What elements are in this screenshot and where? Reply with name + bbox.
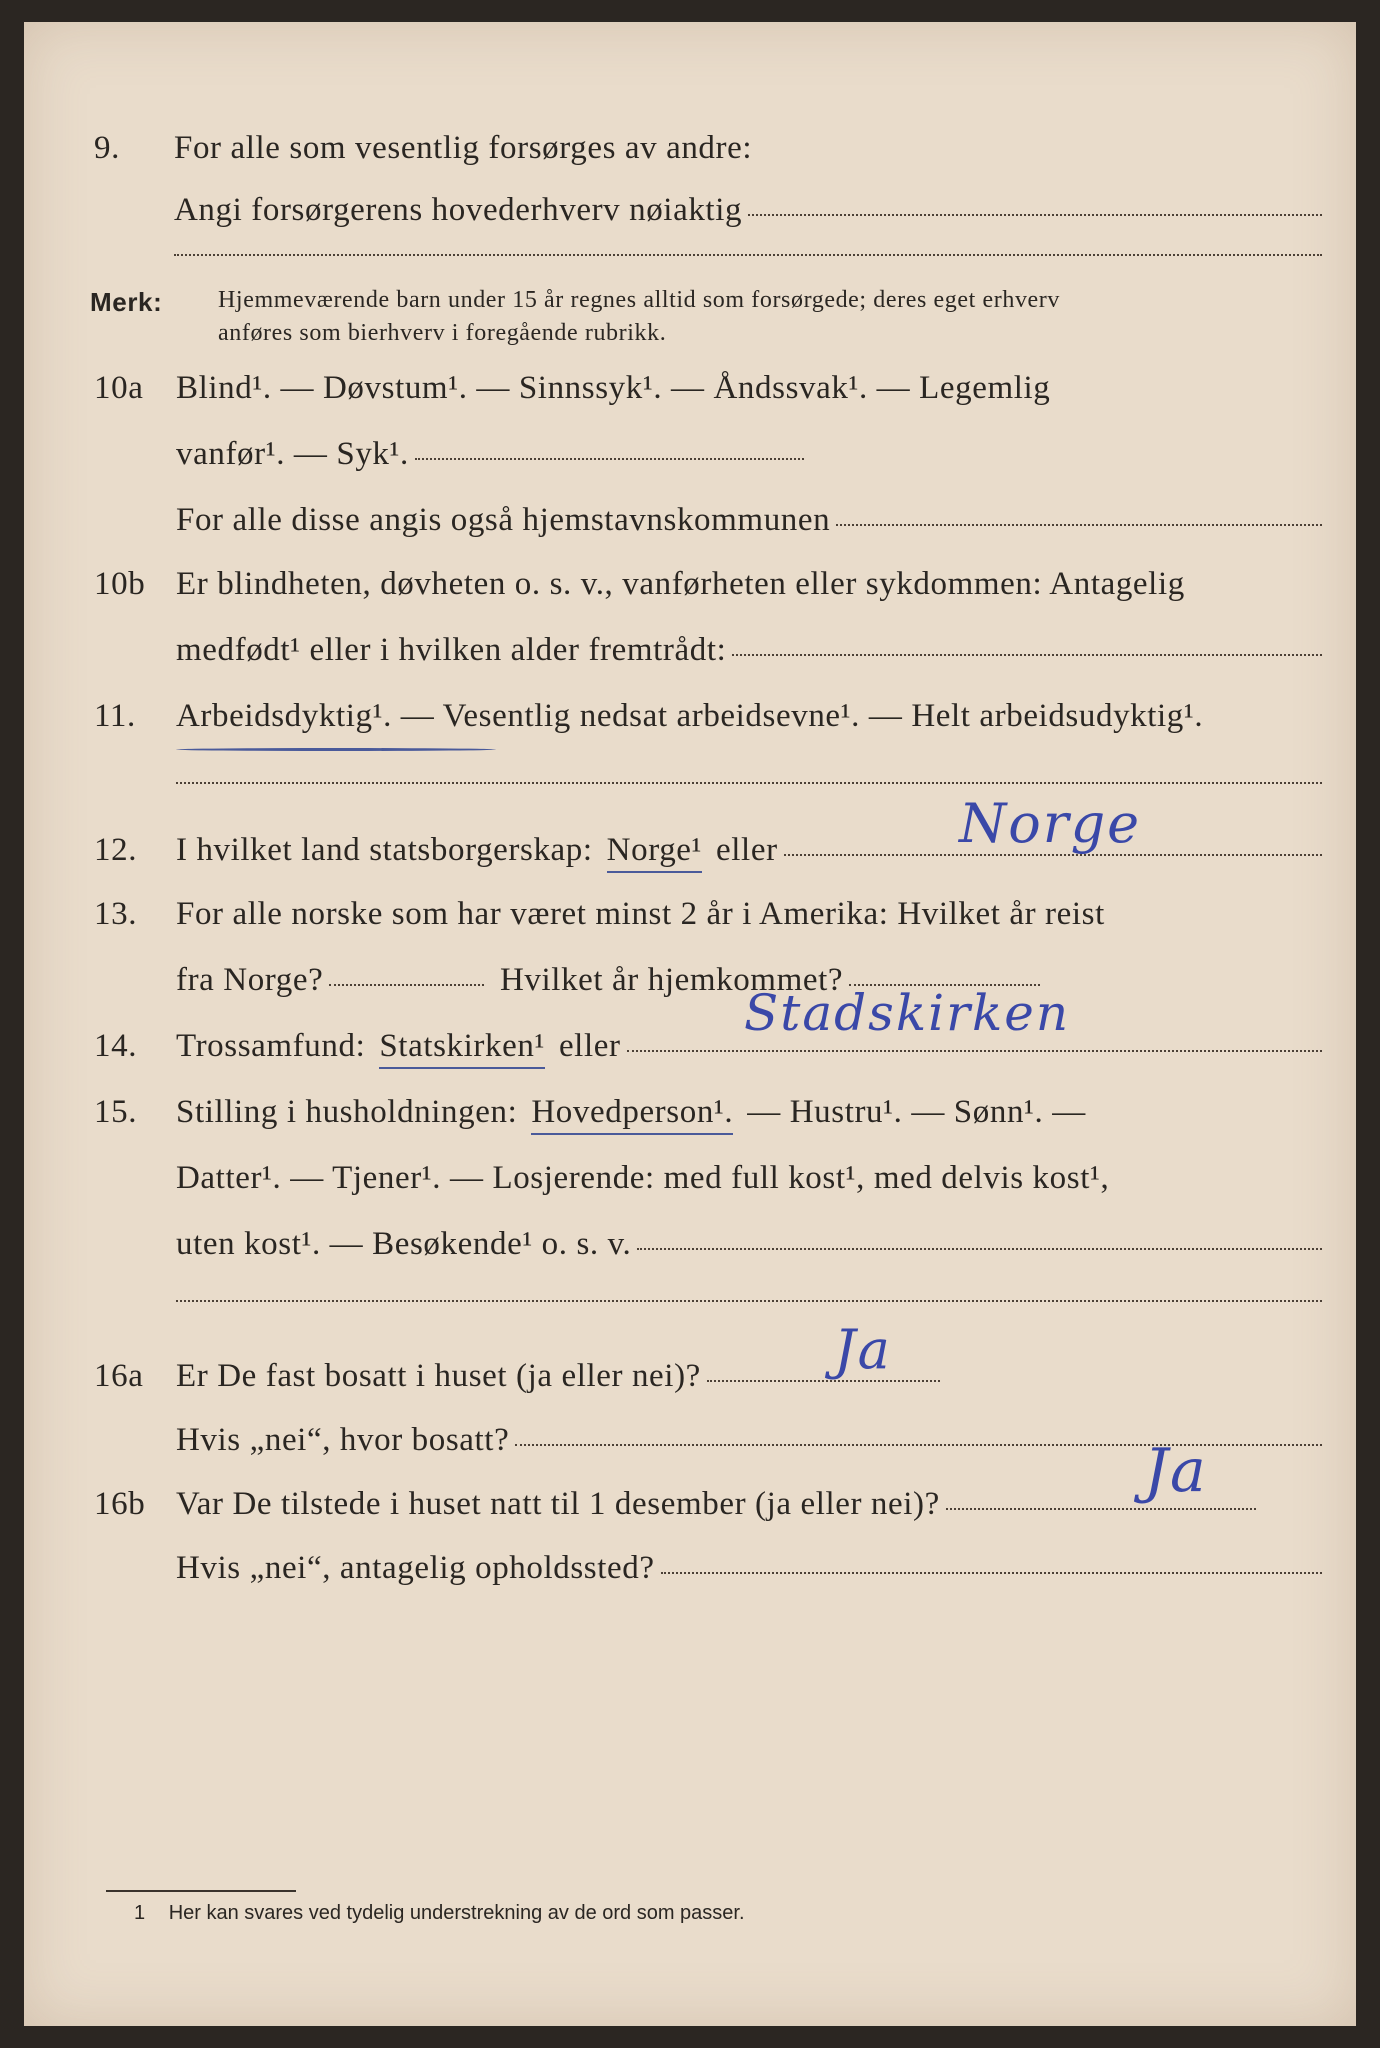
q13-departure-line[interactable] (329, 983, 484, 986)
q15-answer-line[interactable] (637, 1247, 1322, 1250)
q15-text3: uten kost¹. — Besøkende¹ o. s. v. (176, 1226, 632, 1262)
q11-number: 11. (94, 698, 136, 734)
q16b-location-line[interactable] (661, 1571, 1322, 1574)
q9-number: 9. (94, 130, 120, 166)
q11-text: Arbeidsdyktig¹. — Vesentlig nedsat arbeidsevne¹. — Helt arbeidsudyktig¹. (176, 698, 1204, 734)
q10a-answer-line[interactable] (415, 457, 804, 460)
q9-text2: Angi forsørgerens hovederhverv nøiaktig (174, 192, 743, 228)
q12-number: 12. (94, 832, 138, 868)
q14-handwritten-answer: Stadskirken (744, 984, 1071, 1042)
q11-extra-line[interactable] (176, 782, 1322, 784)
merk-text2: anføres som bierhverv i foregående rubrikk. (218, 320, 667, 346)
footnote-text: Her kan svares ved tydelig understrekning av de ord som passer. (168, 1902, 745, 1924)
q16b-number: 16b (94, 1486, 146, 1522)
q10b-text2: medfødt¹ eller i hvilken alder fremtrådt: (176, 632, 727, 668)
q15-text1rest: — Hustru¹. — Sønn¹. — (747, 1094, 1086, 1130)
q14-eller: eller (558, 1028, 621, 1064)
q15-extra-line[interactable] (176, 1300, 1322, 1302)
q16a-answer-line[interactable] (707, 1379, 940, 1382)
q12-handwritten-answer: Norge (959, 792, 1142, 855)
footnote-rule (106, 1890, 296, 1892)
q15-number: 15. (94, 1094, 138, 1130)
q10b-number: 10b (94, 566, 146, 602)
q15-option-hovedperson: Hovedperson¹. (531, 1094, 733, 1135)
q13-text2b: Hvilket år hjemkommet? (500, 962, 844, 998)
q10a-text1: Blind¹. — Døvstum¹. — Sinnssyk¹. — Åndssvak¹. — Legemlig (176, 370, 1051, 406)
q13-text1: For alle norske som har været minst 2 år i Amerika: Hvilket år reist (176, 896, 1105, 932)
q10a-text3: For alle disse angis også hjemstavnskommunen (176, 502, 831, 538)
footnote-mark: 1 (134, 1902, 146, 1924)
q16a-handwritten-answer: Ja (834, 1318, 892, 1381)
q14-option-statskirken: Statskirken¹ (379, 1028, 545, 1069)
q12-text: I hvilket land statsborgerskap: (176, 832, 593, 868)
q16b-text2: Hvis „nei“, antagelig opholdssted? (176, 1550, 655, 1586)
q12-option-norge: Norge¹ (607, 832, 702, 873)
q9-extra-line[interactable] (174, 254, 1322, 256)
q16a-text2: Hvis „nei“, hvor bosatt? (176, 1422, 510, 1458)
q10b-text1: Er blindheten, døvheten o. s. v., vanførheten eller sykdommen: Antagelig (176, 566, 1185, 602)
census-form-page (24, 22, 1356, 2026)
q13-text2a: fra Norge? (176, 962, 324, 998)
q14-number: 14. (94, 1028, 138, 1064)
q15-text2: Datter¹. — Tjener¹. — Losjerende: med full kost¹, med delvis kost¹, (176, 1160, 1110, 1196)
q9-answer-line[interactable] (748, 213, 1322, 216)
q9-text: For alle som vesentlig forsørges av andre: (174, 130, 753, 166)
merk-label: Merk: (90, 287, 163, 317)
merk-text1: Hjemmeværende barn under 15 år regnes alltid som forsørgede; deres eget erhverv (218, 287, 1061, 313)
q14-text: Trossamfund: (176, 1028, 366, 1064)
q15-text: Stilling i husholdningen: (176, 1094, 518, 1130)
q10a-number: 10a (94, 370, 144, 406)
q16a-text1: Er De fast bosatt i huset (ja eller nei)? (176, 1358, 701, 1394)
q10a-text2: vanfør¹. — Syk¹. (176, 436, 409, 472)
q11-handwritten-underline (176, 748, 496, 751)
q13-number: 13. (94, 896, 138, 932)
q16b-text1: Var De tilstede i huset natt til 1 desember (ja eller nei)? (176, 1486, 940, 1522)
q10a-hometown-line[interactable] (836, 523, 1322, 526)
q10b-answer-line[interactable] (732, 653, 1322, 656)
footnote (134, 1902, 745, 1925)
q16a-number: 16a (94, 1358, 144, 1394)
q14-answer-line[interactable] (627, 1049, 1322, 1052)
q12-eller: eller (716, 832, 778, 868)
q16b-handwritten-answer: Ja (1144, 1436, 1208, 1506)
q16b-answer-line[interactable] (946, 1507, 1256, 1510)
